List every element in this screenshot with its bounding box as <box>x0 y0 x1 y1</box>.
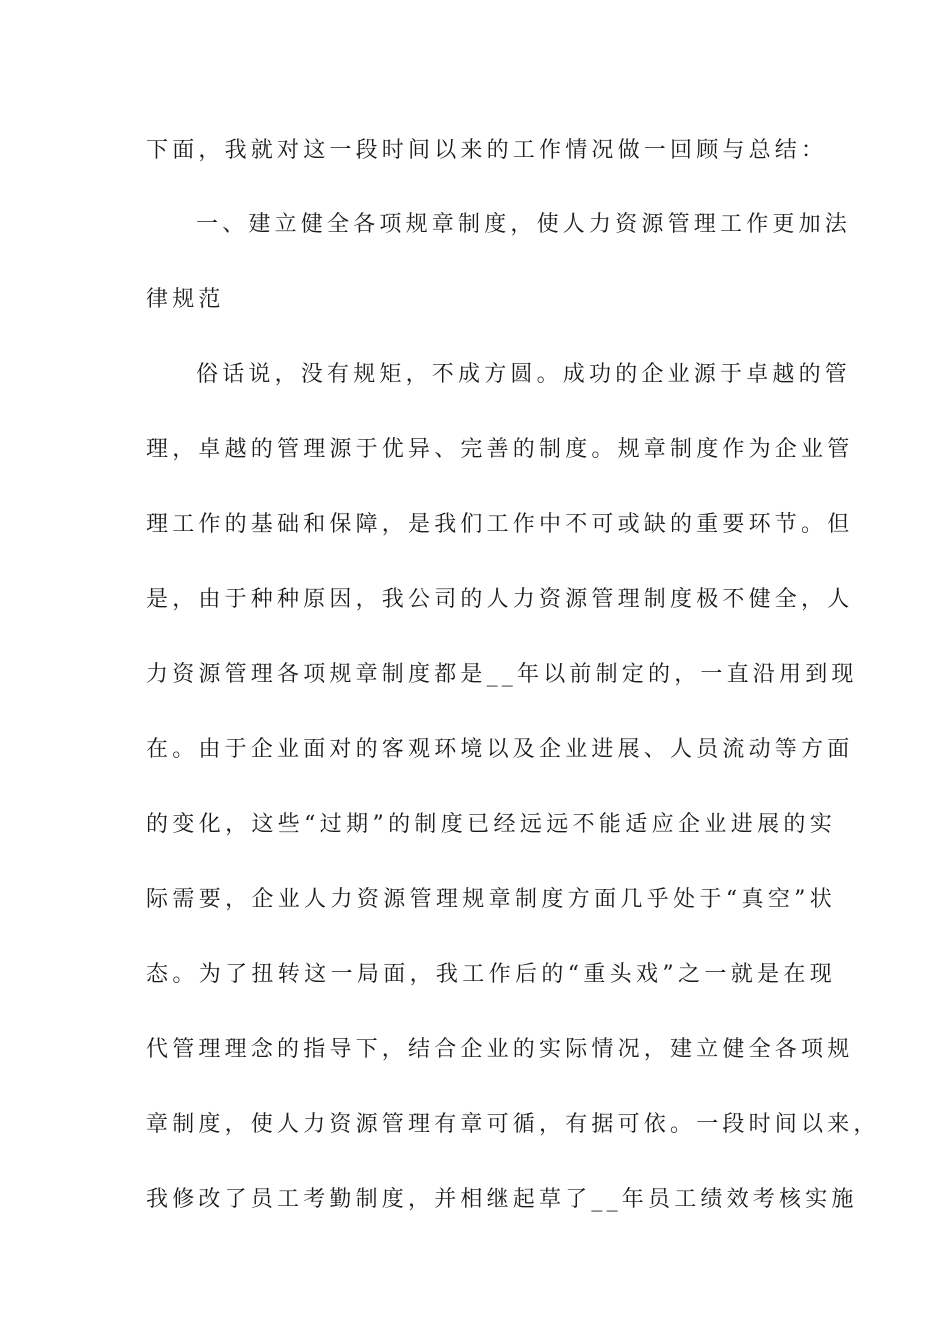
text-line-1: 下面，我就对这一段时间以来的工作情况做一回顾与总结： <box>146 138 828 163</box>
paragraph-line-10: 代管理理念的指导下，结合企业的实际情况，建立健全各项规 <box>146 1037 854 1062</box>
section-heading-line-2: 律规范 <box>146 287 225 312</box>
paragraph-line-11: 章制度，使人力资源管理有章可循，有据可依。一段时间以来， <box>146 1112 880 1137</box>
paragraph-line-5: 力资源管理各项规章制度都是__年以前制定的，一直沿用到现 <box>146 662 858 687</box>
paragraph-line-7: 的变化，这些“过期”的制度已经远远不能适应企业进展的实 <box>146 812 836 837</box>
paragraph-line-8: 际需要，企业人力资源管理规章制度方面几乎处于“真空”状 <box>146 887 836 912</box>
section-heading-line-1: 一、建立健全各项规章制度，使人力资源管理工作更加法 <box>196 212 852 237</box>
paragraph-line-3: 理工作的基础和保障，是我们工作中不可或缺的重要环节。但 <box>146 512 854 537</box>
paragraph-line-6: 在。由于企业面对的客观环境以及企业进展、人员流动等方面 <box>146 737 854 762</box>
paragraph-line-2: 理，卓越的管理源于优异、完善的制度。规章制度作为企业管 <box>146 437 854 462</box>
paragraph-line-12: 我修改了员工考勤制度，并相继起草了__年员工绩效考核实施 <box>146 1187 858 1212</box>
paragraph-line-4: 是，由于种种原因，我公司的人力资源管理制度极不健全，人 <box>146 587 854 612</box>
paragraph-line-1: 俗话说，没有规矩，不成方圆。成功的企业源于卓越的管 <box>196 362 852 387</box>
paragraph-line-9: 态。为了扭转这一局面，我工作后的“重头戏”之一就是在现 <box>146 962 836 987</box>
